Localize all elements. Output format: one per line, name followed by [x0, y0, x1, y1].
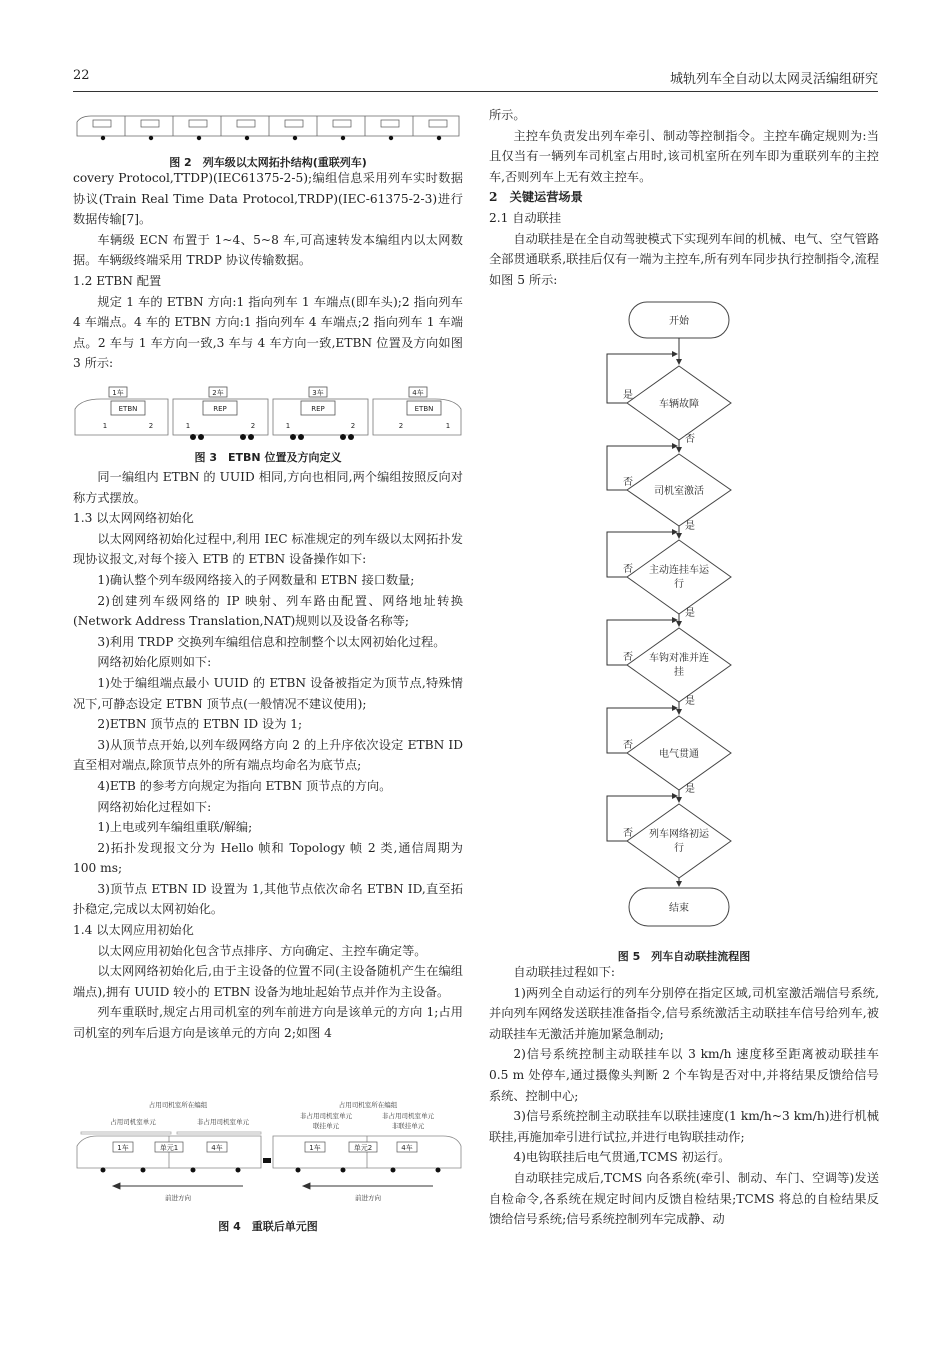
label: 非占用司机室单元 [197, 1118, 249, 1126]
running-title: 城轨列车全自动以太网灵活编组研究 [669, 72, 878, 87]
list-item: 4)电钩联挂后电气贯通,TCMS 初运行。 [513, 1150, 731, 1165]
decision-node [627, 804, 731, 878]
section-heading: 2.1 自动联挂 [489, 210, 562, 225]
header-rule [73, 91, 878, 92]
label: 占用司机室单元 [110, 1118, 156, 1126]
figure-2 [73, 106, 463, 170]
direction-label: 2 [350, 422, 356, 430]
paragraph: covery Protocol,TTDP)(IEC61375-2-5);编组信息采用列车实时数据协议(Train Real Time Data Protocol,TRDP)(IEC-61375-2-3)进行数据传输[7]。 [73, 171, 463, 227]
etbn-position-diagram [73, 383, 463, 443]
direction-label: 前进方向 [355, 1194, 381, 1202]
direction-label: 1 [185, 422, 191, 430]
coupled-unit-diagram [73, 1098, 463, 1210]
yes-label: 是 [685, 608, 695, 619]
list-item: 2)创建列车级网络的 IP 映射、列车路由配置、网络地址转换(Network Address Translation,NAT)规则以及设备名称等; [73, 593, 463, 629]
auto-coupling-flowchart [489, 296, 879, 956]
label: 占用司机室所在编组 [148, 1101, 208, 1109]
list-item: 3)从顶节点开始,以列车级网络方向 2 的上升序依次设定 ETBN ID 直至相对端点,除顶节点外的所有端点均命名为底节点; [73, 737, 463, 773]
car-label: 1车 [117, 1144, 129, 1152]
list-item: 2)ETBN 顶节点的 ETBN ID 设为 1; [97, 717, 303, 732]
figure-3-caption: 图 3 ETBN 位置及方向定义 [194, 451, 342, 464]
section-heading: 1.2 ETBN 配置 [73, 273, 162, 288]
paragraph: 网络初始化原则如下: [97, 655, 212, 670]
yes-label: 是 [685, 784, 695, 795]
step-label: 车辆故障 [659, 399, 699, 410]
car-label: 3车 [312, 389, 324, 397]
direction-label: 1 [445, 422, 451, 430]
paragraph: 列车重联时,规定占用司机室的列车前进方向是该单元的方向 1;占用司机室的列车后退方向是该单元的方向 2;如图 4 [73, 1005, 463, 1041]
direction-label: 1 [102, 422, 108, 430]
rep-box: REP [213, 405, 227, 413]
list-item: 4)ETB 的参考方向规定为指向 ETBN 顶节点的方向。 [97, 778, 392, 793]
step-label: 列车网络初运 [649, 829, 709, 840]
car-label: 2车 [212, 389, 224, 397]
label: 非占用司机室单元 [300, 1112, 352, 1120]
step-label: 电气贯通 [659, 749, 699, 760]
right-column-main [489, 962, 879, 1230]
figure-5 [489, 296, 879, 964]
step-label: 行 [674, 843, 684, 854]
rep-box: REP [311, 405, 325, 413]
page-number: 22 [73, 68, 90, 83]
direction-label: 前进方向 [165, 1194, 191, 1202]
paragraph: 车辆级 ECN 布置于 1~4、5~8 车,可高速转发本编组内以太网数据。车辆级终端采用 TRDP 协议传输数据。 [73, 232, 463, 268]
paragraph: 自动联挂完成后,TCMS 向各系统(牵引、制动、车门、空调等)发送自检命令,各系统在规定时间内反馈自检结果;TCMS 将总的自检结果反馈给信号系统;信号系统控制列车完成静、动 [489, 1170, 879, 1227]
section-heading: 1.3 以太网网络初始化 [73, 511, 194, 526]
figure-5-caption: 图 5 列车自动联挂流程图 [617, 950, 751, 963]
car-label: 1车 [112, 389, 124, 397]
step-label: 车钩对准并连 [649, 653, 709, 664]
left-column-main [73, 467, 463, 1044]
paragraph: 所示。 [489, 108, 526, 122]
no-label: 否 [623, 477, 633, 488]
list-item: 3)利用 TRDP 交换列车编组信息和控制整个以太网初始化过程。 [97, 634, 446, 649]
no-label: 否 [623, 740, 633, 751]
step-label: 行 [674, 579, 684, 590]
no-label: 否 [685, 434, 695, 445]
list-item: 3)信号系统控制主动联挂车以联挂速度(1 km/h~3 km/h)进行机械联挂,再施加牵引进行试拉,并进行电钩联挂动作; [489, 1109, 879, 1144]
unit-label: 单元2 [353, 1144, 373, 1152]
figure-4 [73, 1098, 463, 1234]
decision-node [627, 540, 731, 614]
direction-label: 1 [285, 422, 291, 430]
decision-node [627, 628, 731, 702]
section-heading: 2 关键运营场景 [489, 190, 583, 205]
list-item: 2)信号系统控制主动联挂车以 3 km/h 速度移至距离被动联挂车 0.5 m 处停车,通过摄像头判断 2 个车钩是否对中,并将结果反馈给信号系统、控制中心; [489, 1047, 879, 1103]
direction-label: 2 [398, 422, 404, 430]
paragraph: 以太网网络初始化过程中,利用 IEC 标准规定的列车级以太网拓扑发现协议报文,对每个接入 ETB 的 ETBN 设备操作如下: [73, 531, 463, 567]
section-heading: 1.4 以太网应用初始化 [73, 923, 194, 938]
label: 非占用司机室单元 [382, 1112, 434, 1120]
list-item: 3)顶节点 ETBN ID 设置为 1,其他节点依次命名 ETBN ID,直至拓扑稳定,完成以太网初始化。 [73, 881, 463, 917]
list-item: 1)两列全自动运行的列车分别停在指定区域,司机室激活端信号系统,并向列车网络发送联挂准备指令,信号系统激活主动联挂车信号给列车,被动联挂车无激活并施加紧急制动; [489, 985, 879, 1041]
etbn-box: ETBN [414, 405, 434, 413]
unit-label: 单元1 [159, 1144, 179, 1152]
paragraph: 自动联挂过程如下: [513, 965, 615, 979]
figure-2-caption: 图 2 列车级以太网拓扑结构(重联列车) [169, 156, 367, 169]
start-label: 开始 [669, 316, 689, 327]
paragraph: 同一编组内 ETBN 的 UUID 相同,方向也相同,两个编组按照反向对称方式摆放。 [73, 470, 463, 505]
step-label: 司机室激活 [654, 486, 704, 497]
label: 占用司机室所在编组 [338, 1101, 398, 1109]
train-topology-diagram [73, 106, 463, 144]
paragraph: 主控车负责发出列车牵引、制动等控制指令。主控车确定规则为:当且仅当有一辆列车司机室占用时,该司机室所在列车即为重联列车的主控车,否则列车上无有效主控车。 [489, 128, 879, 184]
no-label: 否 [623, 652, 633, 663]
car-label: 4车 [401, 1144, 413, 1152]
paragraph: 网络初始化过程如下: [97, 799, 212, 814]
paragraph: 以太网网络初始化后,由于主设备的位置不同(主设备随机产生在编组端点),拥有 UUID 较小的 ETBN 设备为地址起始节点并作为主设备。 [73, 964, 463, 999]
yes-label: 是 [623, 390, 633, 401]
direction-label: 2 [250, 422, 256, 430]
figure-4-caption: 图 4 重联后单元图 [218, 1220, 318, 1233]
right-column-top [489, 105, 879, 290]
list-item: 2)拓扑发现报文分为 Hello 帧和 Topology 帧 2 类,通信周期为 100 ms; [73, 840, 463, 876]
paragraph: 自动联挂是在全自动驾驶模式下实现列车间的机械、电气、空气管路全部贯通联系,联挂后仅有一端为主控车,所有列车同步执行控制指令,流程如图 5 所示: [489, 231, 880, 287]
list-item: 1)上电或列车编组重联/解编; [97, 820, 253, 835]
yes-label: 是 [685, 696, 695, 707]
label: 非联挂单元 [391, 1122, 425, 1130]
list-item: 1)处于编组端点最小 UUID 的 ETBN 设备被指定为顶节点,特殊情况下,可静态设定 ETBN 顶节点(一般情况不建议使用); [73, 675, 463, 711]
left-column-top [73, 168, 463, 374]
yes-label: 是 [685, 521, 695, 532]
paragraph: 以太网应用初始化包含节点排序、方向确定、主控车确定等。 [97, 943, 427, 958]
car-label: 4车 [211, 1144, 223, 1152]
end-label: 结束 [669, 903, 689, 914]
step-label: 挂 [674, 667, 684, 678]
no-label: 否 [623, 828, 633, 839]
car-label: 4车 [412, 389, 424, 397]
direction-label: 2 [148, 422, 154, 430]
car-label: 1车 [309, 1144, 321, 1152]
figure-3 [73, 383, 463, 465]
etbn-box: ETBN [118, 405, 138, 413]
list-item: 1)确认整个列车级网络接入的子网数量和 ETBN 接口数量; [97, 572, 415, 587]
no-label: 否 [623, 564, 633, 575]
step-label: 主动连挂车运 [649, 565, 709, 576]
paragraph: 规定 1 车的 ETBN 方向:1 指向列车 1 车端点(即车头);2 指向列车 4 车端点。4 车的 ETBN 方向:1 指向列车 4 车端点;2 指向列车 1 车端点。2 车与 1 车方向一致,3 车与 4 车方向一致,ETBN 位置及方向如图 3 所示: [73, 294, 463, 371]
label: 联挂单元 [313, 1122, 339, 1130]
